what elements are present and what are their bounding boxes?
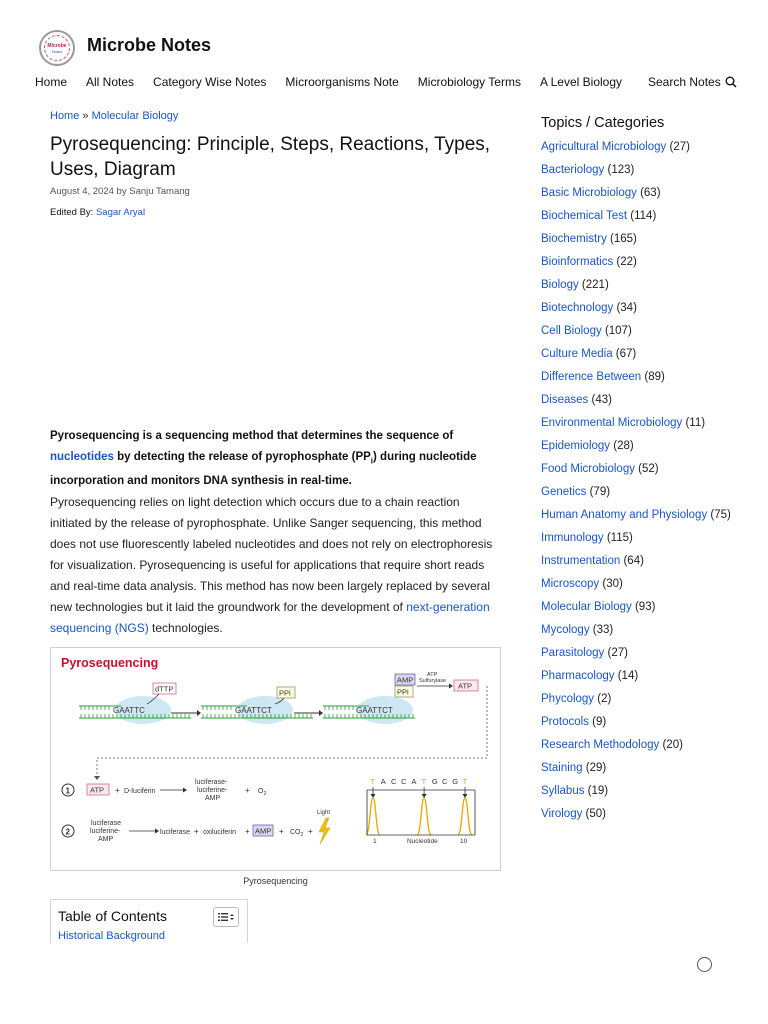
search-icon bbox=[725, 76, 737, 88]
category-item bbox=[541, 600, 741, 615]
step-2-number: 2 bbox=[65, 827, 70, 837]
category-count: (221) bbox=[581, 279, 609, 291]
category-link[interactable]: Diseases bbox=[541, 394, 589, 406]
category-count: (27) bbox=[669, 141, 690, 153]
category-count: (34) bbox=[616, 302, 637, 314]
ngs-link[interactable]: next-generation sequencing (NGS) bbox=[50, 600, 490, 635]
plus-r2d: + bbox=[308, 827, 313, 836]
step-1-number: 1 bbox=[65, 786, 70, 796]
plus-r1b: + bbox=[245, 786, 250, 795]
amp-label-top: AMP bbox=[397, 675, 414, 685]
category-count: (29) bbox=[585, 762, 607, 774]
luciferase-label: luciferase bbox=[160, 829, 190, 836]
category-count: (30) bbox=[602, 578, 623, 590]
category-link[interactable]: Basic Microbiology bbox=[541, 187, 637, 199]
search-notes-button[interactable] bbox=[648, 75, 737, 89]
category-item bbox=[541, 209, 741, 224]
category-link[interactable]: Microscopy bbox=[541, 578, 600, 590]
category-link[interactable]: Agricultural Microbiology bbox=[541, 141, 667, 153]
category-item bbox=[541, 784, 741, 799]
strand-3-label: GAATTCT bbox=[356, 706, 393, 715]
peak-pointer-head bbox=[371, 794, 376, 798]
category-link[interactable]: Pharmacology bbox=[541, 670, 615, 682]
d-luciferin-label: D-luciferin bbox=[124, 788, 156, 795]
category-link[interactable]: Biochemical Test bbox=[541, 210, 628, 222]
dna-strand-1 bbox=[79, 696, 191, 724]
edited-by bbox=[50, 207, 145, 218]
category-count: (19) bbox=[587, 785, 609, 797]
plus-r2b: + bbox=[245, 827, 250, 836]
category-item bbox=[541, 577, 741, 592]
category-item bbox=[541, 163, 741, 178]
category-count: (63) bbox=[640, 187, 661, 199]
peak-pointer-head bbox=[422, 794, 427, 798]
category-item bbox=[541, 186, 741, 201]
axis-mid-label: Nucleotide bbox=[407, 838, 438, 845]
pyrogram-peak bbox=[417, 798, 431, 835]
dttp-label: dTTP bbox=[155, 684, 174, 694]
category-link[interactable]: Human Anatomy and Physiology bbox=[541, 509, 708, 521]
sidebar-title: Topics / Categories bbox=[541, 115, 665, 131]
table-of-contents bbox=[50, 899, 248, 943]
nav-item-microbiology-terms[interactable]: Microbiology Terms bbox=[417, 75, 521, 89]
logo-emblem bbox=[44, 35, 70, 61]
sequence-letter: C bbox=[401, 777, 407, 786]
category-count: (33) bbox=[592, 624, 614, 636]
sequence-letter: A bbox=[380, 777, 386, 786]
category-link[interactable]: Instrumentation bbox=[541, 555, 621, 567]
floating-circle-button[interactable] bbox=[697, 957, 712, 972]
dna-strand-3 bbox=[323, 696, 415, 724]
category-item bbox=[541, 738, 741, 753]
category-count: (28) bbox=[613, 440, 634, 452]
category-link[interactable]: Biochemistry bbox=[541, 233, 607, 245]
category-item bbox=[541, 485, 741, 500]
category-count: (14) bbox=[617, 670, 639, 682]
nav-item-a-level-biology[interactable]: A Level Biology bbox=[539, 75, 623, 89]
category-link[interactable]: Difference Between bbox=[541, 371, 642, 383]
category-item bbox=[541, 761, 741, 776]
category-count: (9) bbox=[592, 716, 607, 728]
plus-r1a: + bbox=[115, 786, 120, 795]
category-item bbox=[541, 140, 741, 155]
lead-text-2: by detecting the release of pyrophosphate (PP bbox=[113, 451, 371, 463]
edited-label: Edited By: bbox=[50, 207, 96, 218]
category-item bbox=[541, 692, 741, 707]
plus-r2c: + bbox=[279, 827, 284, 836]
breadcrumb-separator: » bbox=[79, 110, 92, 122]
toc-title: Table of Contents bbox=[58, 908, 167, 924]
category-item bbox=[541, 715, 741, 730]
co2-label: $CO_2$ bbox=[290, 829, 304, 838]
luciferin-amp-label: luciferase luciferine-AMP bbox=[90, 820, 121, 843]
category-link[interactable]: Molecular Biology bbox=[541, 601, 632, 613]
amp-label-r2: AMP bbox=[255, 826, 272, 836]
nav-item-microorganisms-note[interactable]: Microorganisms Note bbox=[285, 75, 399, 89]
category-count: (22) bbox=[616, 256, 637, 268]
pyrosequencing-diagram bbox=[51, 648, 500, 870]
sequence-letter: C bbox=[390, 777, 397, 786]
site-title[interactable]: Microbe Notes bbox=[87, 35, 212, 55]
category-item bbox=[541, 301, 741, 316]
breadcrumb-home[interactable]: Home bbox=[50, 110, 80, 122]
category-count: (20) bbox=[662, 739, 683, 751]
search-notes-label: Search Notes bbox=[648, 75, 721, 89]
pyrogram-peak bbox=[366, 798, 380, 835]
lead-subscript: i bbox=[370, 456, 374, 466]
category-item bbox=[541, 393, 741, 408]
lead-paragraph bbox=[50, 426, 500, 492]
sequence-letter: G bbox=[431, 777, 438, 786]
axis-end-label: 10 bbox=[460, 838, 468, 845]
category-link[interactable]: Cell Biology bbox=[541, 325, 602, 337]
oxiluciferin-label: oxiluciferin bbox=[203, 829, 237, 836]
site-logo[interactable] bbox=[39, 30, 75, 66]
category-item bbox=[541, 278, 741, 293]
category-count: (27) bbox=[607, 647, 628, 659]
category-item bbox=[541, 347, 741, 362]
sequence-letter: T bbox=[370, 777, 376, 786]
category-link[interactable]: Food Microbiology bbox=[541, 463, 635, 475]
breadcrumb bbox=[50, 110, 178, 122]
toc-item-historical-background[interactable]: Historical Background bbox=[58, 930, 165, 942]
peak-pointer-head bbox=[463, 794, 468, 798]
dna-strand-2 bbox=[201, 696, 313, 724]
category-item bbox=[541, 370, 741, 385]
category-count: (67) bbox=[615, 348, 637, 360]
post-author: Sanju Tamang bbox=[129, 186, 190, 197]
category-count: (79) bbox=[589, 486, 611, 498]
post-by: by bbox=[113, 186, 130, 197]
post-date: August 4, 2024 bbox=[50, 186, 114, 197]
figure-title: Pyrosequencing bbox=[61, 656, 159, 670]
post-meta bbox=[50, 186, 190, 197]
axis-start-label: 1 bbox=[373, 838, 377, 845]
ppi-label-2: PPi bbox=[397, 687, 409, 697]
breadcrumb-current[interactable]: Molecular Biology bbox=[91, 110, 179, 122]
sequence-letters bbox=[371, 777, 468, 786]
category-count: (2) bbox=[597, 693, 612, 705]
category-item bbox=[541, 232, 741, 247]
category-item bbox=[541, 508, 741, 523]
lead-text-3: ) during nucleotide incorporation and monitors DNA synthesis in real-time. bbox=[50, 451, 477, 488]
category-item bbox=[541, 324, 741, 339]
category-link[interactable]: Research Methodology bbox=[541, 739, 660, 751]
sequence-letter: C bbox=[442, 777, 448, 786]
category-count: (115) bbox=[606, 532, 633, 544]
logo-text-1: Microbe bbox=[47, 42, 67, 49]
category-link[interactable]: Syllabus bbox=[541, 785, 585, 797]
category-count: (93) bbox=[634, 601, 656, 613]
category-count: (43) bbox=[591, 394, 612, 406]
category-link[interactable]: Immunology bbox=[541, 532, 604, 544]
nav-item-home[interactable]: Home bbox=[35, 75, 68, 89]
category-item bbox=[541, 554, 741, 569]
category-count: (52) bbox=[638, 463, 659, 475]
nav-item-all-notes[interactable]: All Notes bbox=[86, 75, 135, 89]
category-count: (50) bbox=[585, 808, 606, 820]
category-link[interactable]: Environmental Microbiology bbox=[541, 417, 683, 429]
category-link[interactable]: Genetics bbox=[541, 486, 587, 498]
category-count: (107) bbox=[604, 325, 632, 337]
category-item bbox=[541, 439, 741, 454]
lightning-icon bbox=[319, 818, 330, 844]
category-count: (11) bbox=[685, 417, 706, 429]
o2-label: $O_2$ bbox=[258, 788, 267, 797]
peaks bbox=[366, 787, 472, 835]
pyrogram-peak bbox=[458, 798, 472, 835]
logo-text-2: Notes bbox=[51, 48, 63, 54]
category-link[interactable]: Mycology bbox=[541, 624, 590, 636]
category-link[interactable]: Bioinformatics bbox=[541, 256, 614, 268]
plus-r2a: + bbox=[194, 827, 199, 836]
category-item bbox=[541, 255, 741, 270]
pyrogram bbox=[366, 777, 475, 845]
category-count: (89) bbox=[644, 371, 665, 383]
category-count: (114) bbox=[630, 210, 657, 222]
category-item bbox=[541, 807, 741, 822]
sequence-letter: G bbox=[452, 777, 459, 786]
atp-label-r1: ATP bbox=[90, 785, 105, 795]
sulfurylase-label: ATP Sulfurylase bbox=[419, 672, 447, 684]
strand-2-label: GAATTCT bbox=[235, 706, 272, 715]
main-nav bbox=[35, 75, 641, 93]
category-link[interactable]: Parasitology bbox=[541, 647, 605, 659]
page-title: Pyrosequencing: Principle, Steps, Reactions, Types, Uses, Diagram bbox=[50, 134, 491, 180]
category-count: (165) bbox=[610, 233, 637, 245]
category-link[interactable]: Staining bbox=[541, 762, 583, 774]
category-item bbox=[541, 669, 741, 684]
figure-caption: Pyrosequencing bbox=[243, 876, 308, 886]
body-paragraph bbox=[50, 492, 500, 639]
sequence-letter: T bbox=[421, 777, 427, 786]
category-link[interactable]: Biology bbox=[541, 279, 579, 291]
category-item bbox=[541, 462, 741, 477]
category-count: (123) bbox=[607, 164, 635, 176]
category-link[interactable]: Culture Media bbox=[541, 348, 613, 360]
list-toggle-icon bbox=[218, 912, 234, 922]
pyrosequencing-figure bbox=[50, 647, 501, 871]
category-count: (64) bbox=[623, 555, 644, 567]
editor-link[interactable]: Sagar Aryal bbox=[95, 207, 146, 218]
category-link[interactable]: Protocols bbox=[541, 716, 589, 728]
lead-text-1: Pyrosequencing is a sequencing method that determines the sequence of bbox=[50, 430, 454, 442]
sequence-letter: A bbox=[411, 777, 417, 786]
body-text-2: technologies. bbox=[148, 621, 223, 635]
nucleotides-link[interactable]: nucleotides bbox=[50, 451, 114, 463]
category-item bbox=[541, 416, 741, 431]
category-link[interactable]: Biotechnology bbox=[541, 302, 614, 314]
body-text-1: Pyrosequencing relies on light detection which occurs due to a chain reaction initiated by the release of pyrophosphate. Unlike Sanger sequencing, this method does not use fluorescently labeled nucleotides and does not rely on electrophoresis for visualization. Pyrosequencing is useful for applications that require short reads and real-time data analysis. This method has now been largely replaced by several new technologies but it laid the groundwork for the development of bbox=[50, 495, 493, 614]
category-link[interactable]: Phycology bbox=[541, 693, 595, 705]
category-count: (75) bbox=[710, 509, 731, 521]
sequence-letter: T bbox=[462, 777, 468, 786]
ppi-label-1: PPi bbox=[279, 688, 291, 698]
luciferase-amp-label: luciferase-luciferine-AMP bbox=[195, 779, 228, 802]
category-list bbox=[541, 140, 741, 822]
category-link[interactable]: Epidemiology bbox=[541, 440, 611, 452]
category-item bbox=[541, 623, 741, 638]
sidebar bbox=[541, 115, 741, 830]
atp-label-top: ATP bbox=[458, 681, 473, 691]
category-link[interactable]: Bacteriology bbox=[541, 164, 605, 176]
category-link[interactable]: Virology bbox=[541, 808, 583, 820]
category-item bbox=[541, 646, 741, 661]
light-label: Light bbox=[317, 810, 331, 816]
nav-item-category-wise-notes[interactable]: Category Wise Notes bbox=[153, 75, 267, 89]
strand-1-label: GAATTC bbox=[113, 706, 145, 715]
toc-toggle-button[interactable] bbox=[213, 907, 239, 927]
category-item bbox=[541, 531, 741, 546]
